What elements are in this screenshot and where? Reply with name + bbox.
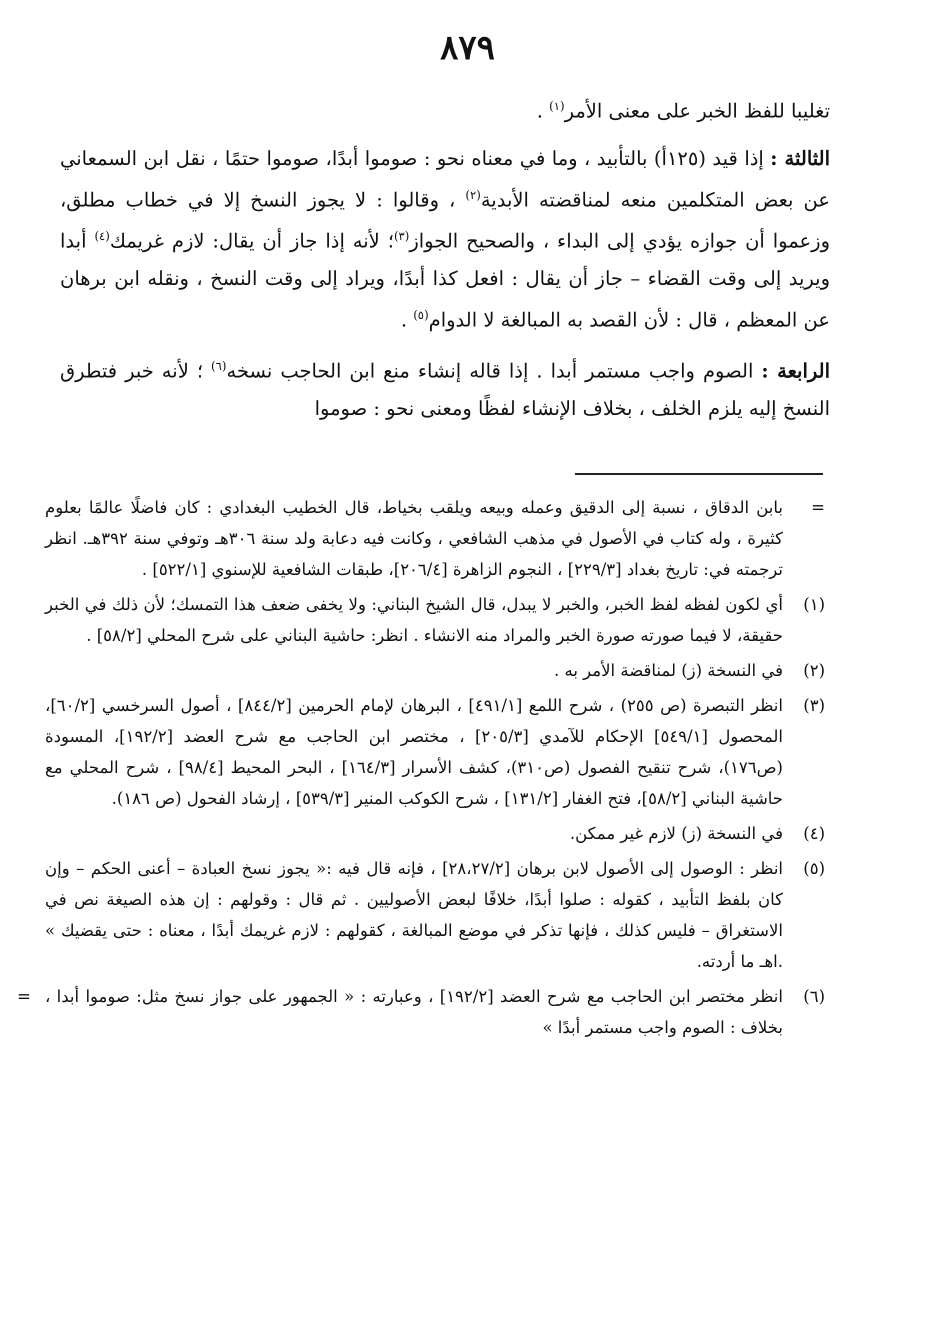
footnote-divider (575, 473, 823, 475)
footnote-number: (٢) (803, 661, 825, 680)
footnote-text: انظر مختصر ابن الحاجب مع شرح العضد [١٩٢/٢] ، وعبارته : « الجمهور على جواز نسخ مثل: صوموا أبدا ، بخلاف : الصوم واجب مستمر أبدًا » (45, 987, 783, 1037)
paragraph-text: الصوم واجب مستمر أبدا . إذا قاله إنشاء منع ابن الحاجب نسخه (226, 359, 762, 383)
footnote-6 (17, 981, 825, 1043)
section-lead-third: الثالثة : (770, 146, 831, 170)
footnote-ref[interactable]: (١) (549, 99, 565, 113)
footnote-text: بابن الدقاق ، نسبة إلى الدقيق وعمله وبيعه ويلقب بخياط، قال الخطيب البغدادي : كان فاضلًا عالمًا بعلوم كثيرة ، وله كتاب في الأصول في مذهب الشافعي ، وكانت فيه دعابة ولد سنة ٣٠٦هـ وتوفي سنة ٣٩٢هـ. انظر ترجمته في: تاريخ بغداد [٢٢٩/٣] ، النجوم الزاهرة [٢٠٦/٤]، طبقات الشافعية للإسنوي [٥٢٢/١] . (45, 498, 783, 579)
paragraph-third-issue (60, 140, 830, 339)
footnote-1 (45, 589, 825, 651)
footnote-text: أي لكون لفظه لفظ الخبر، والخبر لا يبدل، قال الشيخ البناني: ولا يخفى ضعف هذا التمسك؛ لأن ذلك في الخبر حقيقة، لا فيما صورته صورة الخبر والمراد منه الانشاء . انظر: حاشية البناني على شرح المحلي [٥٨/٢] . (45, 595, 783, 645)
section-lead-fourth: الرابعة : (761, 359, 830, 383)
page-number: ٨٧٩ (440, 28, 495, 68)
footnote-text: انظر التبصرة (ص ٢٥٥) ، شرح اللمع [٤٩١/١] ، البرهان لإمام الحرمين [٨٤٤/٢] ، أصول السرخسي [٦٠/٢]، المحصول [٥٤٩/١] الإحكام للآمدي [٢٠٥/٣] ، مختصر ابن الحاجب مع شرح العضد [١٩٢/٢]، المسودة (ص١٧٦)، شرح تنقيح الفصول (ص٣١٠)، كشف الأسرار [١٦٤/٣] ، البحر المحيط [٩٨/٤] ، شرح المحلي مع حاشية البناني [٥٨/٢]، فتح الغفار [١٣١/٢] ، شرح الكوكب المنير [٥٣٩/٣] ، إرشاد الفحول (ص ١٨٦). (45, 696, 783, 808)
continuation-mark: = (17, 987, 31, 1006)
continuation-mark: = (811, 498, 825, 517)
paragraph-text: ؛ لأنه خبر فتطرق النسخ إليه يلزم الخلف ، بخلاف الإنشاء لفظًا ومعنى نحو : صوموا (60, 359, 830, 420)
footnote-number: (٣) (803, 696, 825, 715)
footnote-5 (45, 853, 825, 977)
footnote-ref[interactable]: (٢) (465, 187, 481, 202)
footnote-ref[interactable]: (٦) (211, 359, 227, 373)
footnote-number: (٥) (803, 859, 825, 878)
paragraph-text: ، وقالوا : لا يجوز النسخ إلا في خطاب مطلق، وزعموا أن جوازه يؤدي إلى البداء ، والصحيح الجواز (60, 188, 830, 253)
footnote-text: في النسخة (ز) لازم غير ممكن. (569, 824, 783, 843)
footnote-ref[interactable]: (٤) (94, 229, 110, 243)
paragraph-text: إذا قيد (١٢٥أ) بالتأبيد ، وما في معناه نحو : صوموا أبدًا، صوموا حتمًا ، نقل ابن السمعاني عن بعض المتكلمين منعه لمناقضته الأبدية (60, 146, 830, 211)
footnote-text: في النسخة (ز) لمناقضة الأمر به . (554, 661, 783, 680)
footnote-ref[interactable]: (٥) (413, 307, 429, 322)
paragraph-1 (60, 88, 830, 130)
paragraph-text: ؛ لأنه إذا جاز أن يقال: لازم غريمك (109, 229, 394, 253)
footnote-ref[interactable]: (٣) (393, 229, 410, 243)
footnote-2 (45, 655, 825, 686)
footnote-3 (45, 690, 825, 814)
paragraph-end: . (400, 308, 414, 331)
paragraph-fourth-issue (60, 348, 830, 427)
footnote-number: (١) (803, 595, 825, 614)
footnote-text: انظر : الوصول إلى الأصول لابن برهان [٢٨،٢٧/٢] ، فإنه قال فيه :« يجوز نسخ العبادة – أعنى الحكم – وإن كان بلفظ التأبيد ، كقوله : صلوا أبدًا، خلافًا لبعض الأصوليين . ثم قال : وقولهم : إن هذه الصيغة نص في الاستغراق – فليس كذلك ، فإنها تذكر في موضع المبالغة ، كقولهم : لازم غريمك أبدًا ، معناه : حتى يقضيك » .اهـ ما أردته. (45, 859, 784, 971)
footnote-4 (45, 818, 825, 849)
paragraph-1-end: . (536, 99, 550, 123)
footnote-number: (٦) (803, 987, 825, 1006)
paragraph-text: أبدا ويريد إلى وقت القضاء – جاز أن يقال : افعل كذا أبدًا، ويراد إلى وقت النسخ ، ونقله ابن برهان عن المعظم ، قال : لأن القصد به المبالغة لا الدوام (60, 229, 830, 331)
paragraph-1-text: تغليبا للفظ الخبر على معنى الأمر (564, 99, 830, 123)
main-text (60, 88, 830, 437)
footnotes (17, 492, 825, 1047)
footnote-number: (٤) (803, 824, 825, 843)
footnote-continued (45, 492, 825, 585)
